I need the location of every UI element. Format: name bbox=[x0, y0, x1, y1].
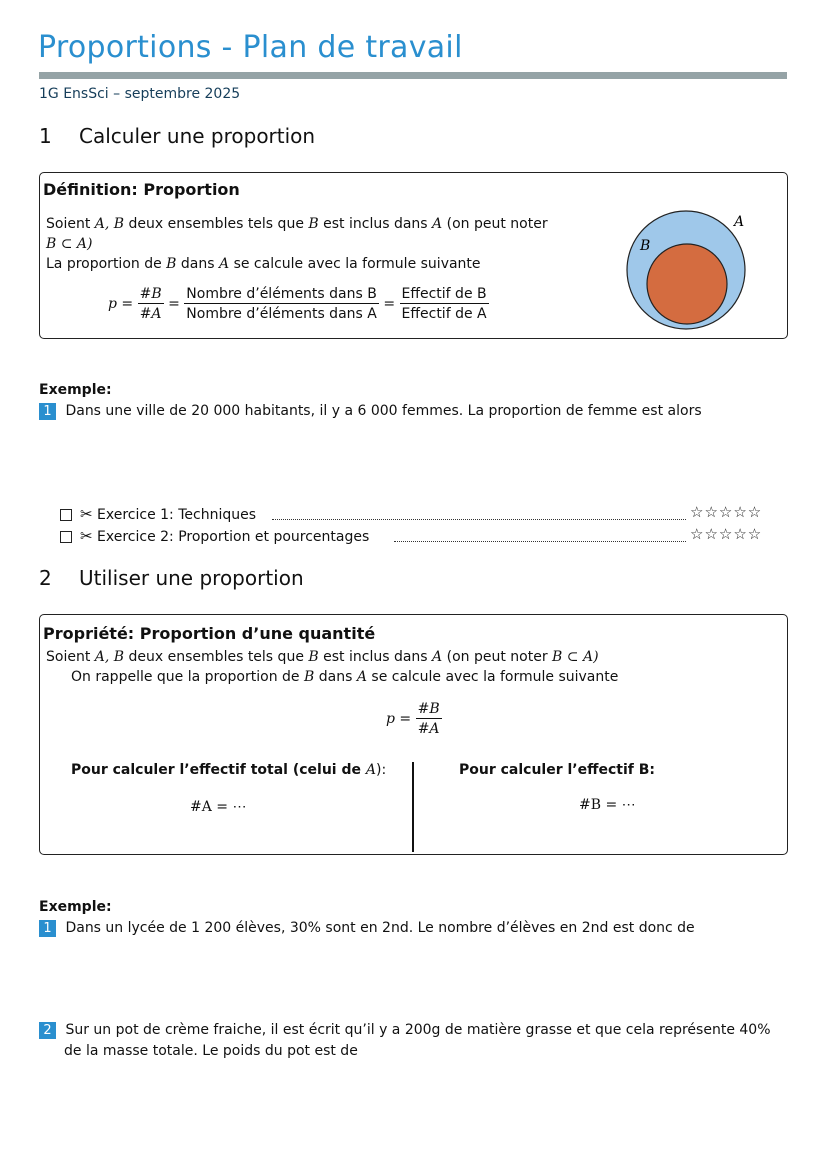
section-number: 2 bbox=[39, 566, 52, 590]
column-divider bbox=[412, 762, 414, 852]
example-item bbox=[39, 1020, 799, 1062]
dot-leader bbox=[394, 541, 686, 542]
tools-icon: ✂ bbox=[80, 527, 93, 545]
item-number-badge: 1 bbox=[39, 920, 56, 937]
checkbox[interactable] bbox=[60, 531, 72, 543]
right-formula: #B = ⋯ bbox=[579, 797, 636, 813]
property-box bbox=[39, 614, 788, 855]
section-title: Utiliser une proportion bbox=[79, 566, 304, 590]
math: A bbox=[365, 762, 376, 778]
section-number: 1 bbox=[39, 124, 52, 148]
exercise-row[interactable] bbox=[60, 527, 788, 547]
text: dans bbox=[314, 669, 357, 685]
page-title: Proportions - Plan de travail bbox=[38, 30, 463, 65]
text: (on peut noter bbox=[442, 649, 553, 665]
text: Pour calculer l’effectif total (celui de bbox=[71, 762, 366, 778]
math: B bbox=[166, 256, 177, 272]
math: A, B bbox=[94, 216, 125, 232]
section-title: Calculer une proportion bbox=[79, 124, 316, 148]
set-b-circle bbox=[647, 244, 727, 324]
section-2-heading bbox=[39, 566, 304, 590]
example-item bbox=[39, 403, 702, 420]
equals: = bbox=[168, 296, 180, 312]
formula-lhs: p = bbox=[386, 711, 412, 727]
numerator: Nombre d’éléments dans B bbox=[186, 286, 377, 302]
property-heading: Propriété: Proportion d’une quantité bbox=[43, 624, 376, 643]
numerator: #B bbox=[417, 701, 440, 717]
equals: = bbox=[383, 296, 396, 312]
text: est inclus dans bbox=[318, 649, 433, 665]
text: dans bbox=[176, 256, 219, 272]
text: Soient bbox=[46, 216, 95, 232]
definition-heading: Définition: Proportion bbox=[43, 180, 240, 199]
page-subtitle: 1G EnsSci – septembre 2025 bbox=[39, 86, 241, 102]
item-text: Dans un lycée de 1 200 élèves, 30% sont en 2nd. Le nombre d’élèves en 2nd est donc de bbox=[65, 920, 695, 936]
example-heading: Exemple: bbox=[39, 382, 112, 398]
item-text: de la masse totale. Le poids du pot est de bbox=[64, 1043, 358, 1059]
example-item bbox=[39, 920, 695, 937]
math: B bbox=[308, 216, 319, 232]
title-underline bbox=[39, 72, 787, 79]
venn-diagram bbox=[620, 203, 770, 335]
definition-text bbox=[46, 214, 586, 274]
math: A bbox=[219, 256, 230, 272]
text: deux ensembles tels que bbox=[124, 216, 309, 232]
math: B ⊂ A) bbox=[46, 236, 93, 252]
numerator: Effectif de B bbox=[401, 286, 487, 302]
set-a-label: A bbox=[734, 214, 745, 230]
star-rating: ☆☆☆☆☆ bbox=[690, 525, 763, 543]
fraction bbox=[416, 701, 442, 737]
section-1-heading bbox=[39, 124, 315, 148]
fraction bbox=[184, 286, 379, 322]
text: (on peut noter bbox=[442, 216, 548, 232]
text: deux ensembles tels que bbox=[124, 649, 309, 665]
fraction bbox=[400, 286, 489, 322]
item-number-badge: 2 bbox=[39, 1022, 56, 1039]
numerator: #B bbox=[139, 286, 162, 302]
star-rating: ☆☆☆☆☆ bbox=[690, 503, 763, 521]
math: A bbox=[356, 669, 367, 685]
math: B bbox=[303, 669, 315, 685]
math: B ⊂ A) bbox=[552, 649, 599, 665]
text: se calcule avec la formule suivante bbox=[229, 256, 481, 272]
exercise-label: Exercice 2: Proportion et pourcentages bbox=[97, 529, 370, 545]
formula-lhs: p = bbox=[108, 296, 134, 312]
property-formula bbox=[386, 701, 442, 737]
tools-icon: ✂ bbox=[80, 505, 93, 523]
fraction bbox=[138, 286, 164, 322]
property-text-line1 bbox=[46, 649, 599, 665]
denominator: Effectif de A bbox=[401, 306, 487, 322]
math: B bbox=[308, 649, 319, 665]
exercise-label: Exercice 1: Techniques bbox=[97, 507, 257, 523]
text: est inclus dans bbox=[318, 216, 433, 232]
text: On rappelle que la proportion de bbox=[71, 669, 304, 685]
math: A bbox=[432, 216, 443, 232]
text: Soient bbox=[46, 649, 95, 665]
checkbox[interactable] bbox=[60, 509, 72, 521]
proportion-formula bbox=[108, 286, 489, 322]
denominator: Nombre d’éléments dans A bbox=[186, 306, 377, 322]
property-text-line2 bbox=[71, 669, 618, 685]
denominator: #A bbox=[139, 306, 162, 322]
definition-box bbox=[39, 172, 788, 339]
right-column-label: Pour calculer l’effectif B: bbox=[459, 762, 655, 778]
exercise-row[interactable] bbox=[60, 505, 788, 525]
item-text: Dans une ville de 20 000 habitants, il y a 6 000 femmes. La proportion de femme est alors bbox=[65, 403, 702, 419]
item-number-badge: 1 bbox=[39, 403, 56, 420]
dot-leader bbox=[272, 519, 686, 520]
math: A, B bbox=[94, 649, 125, 665]
left-formula: #A = ⋯ bbox=[190, 799, 247, 815]
example-heading: Exemple: bbox=[39, 899, 112, 915]
math: A bbox=[432, 649, 443, 665]
text: La proportion de bbox=[46, 256, 167, 272]
text: se calcule avec la formule suivante bbox=[366, 669, 619, 685]
text: ): bbox=[375, 762, 387, 778]
set-b-label: B bbox=[640, 238, 651, 254]
item-text: Sur un pot de crème fraiche, il est écrit qu’il y a 200g de matière grasse et que cela représente 40% bbox=[65, 1022, 771, 1038]
left-column-label bbox=[71, 762, 386, 778]
denominator: #A bbox=[417, 721, 440, 737]
